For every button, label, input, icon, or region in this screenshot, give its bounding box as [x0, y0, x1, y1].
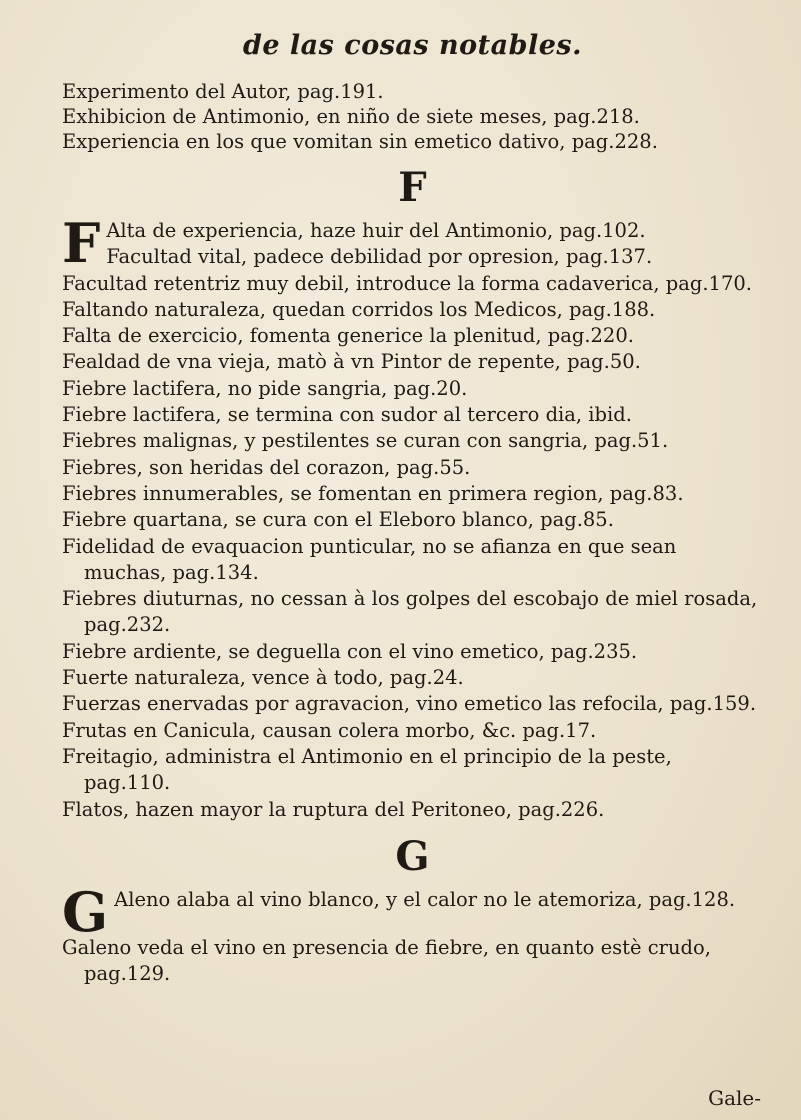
- section-letter-f: F: [398, 164, 427, 211]
- index-entry: Frutas en Canicula, causan colera morbo, &c. pag.17.: [62, 718, 597, 742]
- index-entry-first: [106, 218, 763, 271]
- first-entry-line: Alta de experiencia, haze huir del Antimonio, pag.102.: [106, 219, 646, 242]
- running-head: de las cosas notables.: [242, 30, 583, 61]
- index-entry: Exhibicion de Antimonio, en niño de siete meses, pag.218.: [62, 105, 640, 128]
- index-entry: Fiebre quartana, se cura con el Eleboro blanco, pag.85.: [62, 508, 614, 532]
- index-entry-first: [114, 887, 763, 913]
- index-entry: Fuerzas enervadas por agravacion, vino emetico las refocila, pag.159.: [62, 692, 757, 716]
- index-entry: Fiebres, son heridas del corazon, pag.55.: [62, 455, 471, 479]
- index-entry: Fiebre lactifera, no pide sangria, pag.20.: [62, 376, 468, 400]
- index-entry: Fealdad de vna vieja, matò à vn Pintor de repente, pag.50.: [62, 350, 641, 374]
- index-entry: Falta de exercicio, fomenta generice la plenitud, pag.220.: [62, 324, 634, 348]
- first-entry-line: Aleno alaba al vino blanco, y el calor no le atemoriza, pag.128.: [114, 887, 736, 911]
- drop-cap-g: G: [62, 879, 109, 944]
- index-entry: Freitagio, administra el Antimonio en el principio de la peste, pag.110.: [62, 744, 672, 795]
- section-g-first-block: [62, 879, 763, 944]
- index-entry: Fiebre ardiente, se deguella con el vino emetico, pag.235.: [62, 639, 638, 663]
- index-entry: Fiebres malignas, y pestilentes se curan con sangria, pag.51.: [62, 429, 669, 453]
- index-entry: Experiencia en los que vomitan sin emetico dativo, pag.228.: [62, 130, 658, 153]
- index-entry: Faltando naturaleza, quedan corridos los Medicos, pag.188.: [62, 297, 656, 321]
- catchword: Gale-: [708, 1086, 761, 1110]
- index-entry: Flatos, hazen mayor la ruptura del Peritoneo, pag.226.: [62, 797, 605, 821]
- section-f-first-block: [62, 211, 763, 275]
- index-entry: Galeno veda el vino en presencia de fiebre, en quanto estè crudo, pag.129.: [62, 935, 711, 986]
- drop-cap-f: F: [62, 211, 101, 275]
- index-entry: Facultad retentriz muy debil, introduce la forma cadaverica, pag.170.: [62, 271, 752, 295]
- section-letter-g: G: [395, 832, 430, 880]
- index-entry: Fuerte naturaleza, vence à todo, pag.24.: [62, 666, 464, 690]
- section-g-entries: [62, 935, 763, 988]
- top-entries: [62, 79, 763, 154]
- index-entry: Fidelidad de evaquacion punticular, no se afianza en que sean muchas, pag.134.: [62, 534, 677, 584]
- index-entry: Fiebre lactifera, se termina con sudor al tercero dia, ibid.: [62, 403, 632, 427]
- index-entry: Fiebres innumerables, se fomentan en primera region, pag.83.: [62, 481, 684, 505]
- first-entry-line: Facultad vital, padece debilidad por opresion, pag.137.: [106, 245, 653, 269]
- section-f-entries: [62, 271, 763, 823]
- index-entry: Experimento del Autor, pag.191.: [62, 80, 384, 103]
- index-entry: Fiebres diuturnas, no cessan à los golpes del escobajo de miel rosada, pag.232.: [62, 587, 758, 637]
